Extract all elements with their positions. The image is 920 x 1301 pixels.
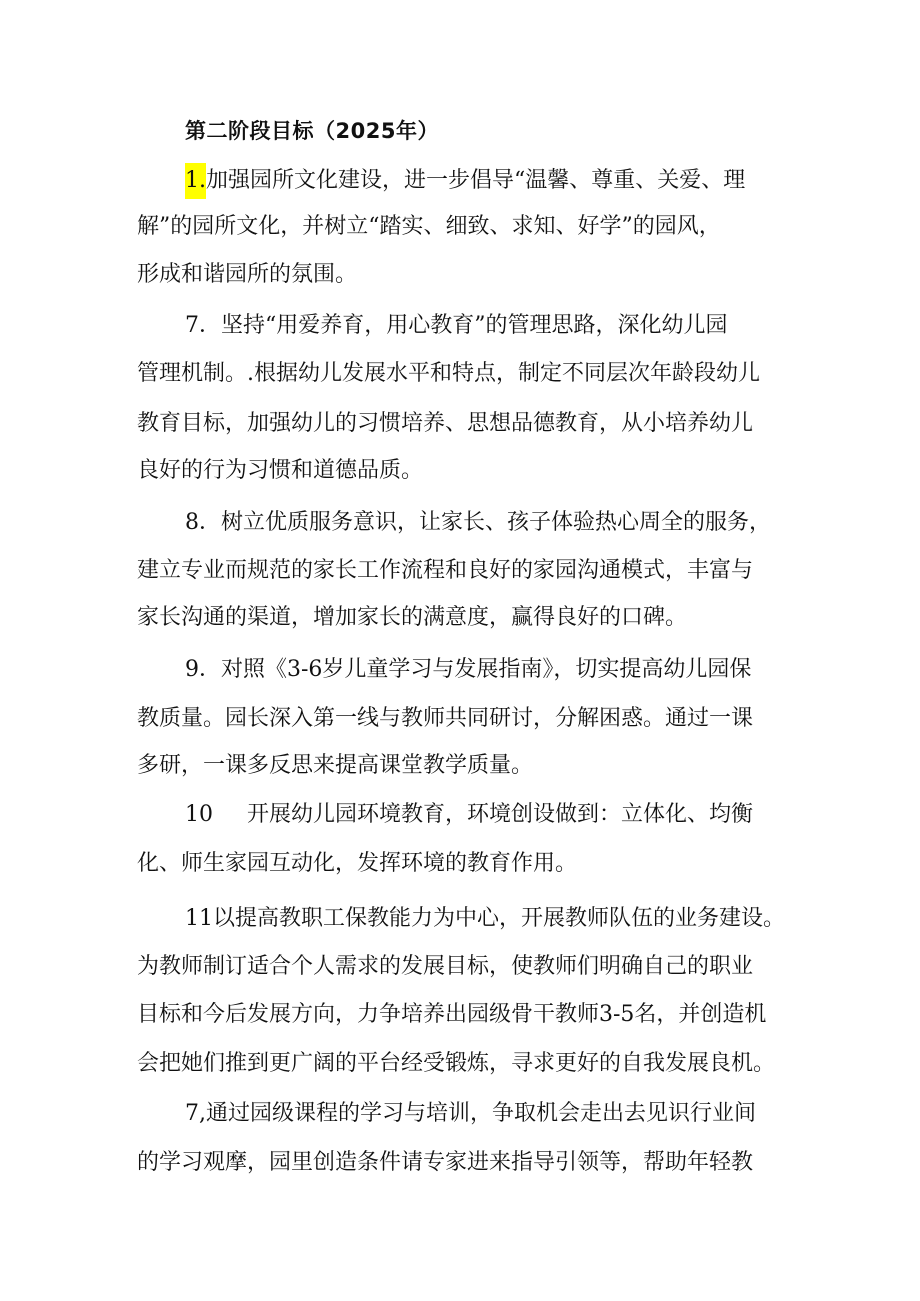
paragraph-2-line-4: 良好的行为习惯和道德品质。 — [137, 458, 424, 483]
paragraph-2-line-3: 教育目标，加强幼儿的习惯培养、思想品德教育，从小培养幼儿 — [137, 411, 754, 436]
paragraph-6-line-2: 为教师制订适合个人需求的发展目标，使教师们明确自己的职业 — [137, 954, 754, 979]
paragraph-7-line-1: 7,通过园级课程的学习与培训，争取机会走出去见识行业间 — [185, 1101, 756, 1126]
paragraph-1-text: 加强园所文化建设，进一步倡导“温馨、尊重、关爱、理 — [206, 168, 746, 193]
paragraph-7-line-2: 的学习观摩，园里创造条件请专家进来指导引领等，帮助年轻教 — [137, 1150, 754, 1175]
paragraph-3-line-2: 建立专业而规范的家长工作流程和良好的家园沟通模式，丰富与 — [137, 558, 754, 583]
highlighted-marker: 1. — [185, 163, 206, 199]
paragraph-6-line-1: 11以提高教职工保教能力为中心，开展教师队伍的业务建设。 — [185, 906, 785, 931]
paragraph-5-number: 10 — [185, 802, 213, 827]
paragraph-1-line-2: 解”的园所文化，并树立“踏实、细致、求知、好学”的园风， — [137, 214, 721, 239]
paragraph-3-line-3: 家长沟通的渠道，增加家长的满意度，赢得良好的口碑。 — [137, 605, 688, 630]
paragraph-4-line-1: 9．对照《3-6岁儿童学习与发展指南》，切实提高幼儿园保 — [185, 657, 752, 682]
paragraph-4-line-3: 多研，一课多反思来提高课堂教学质量。 — [137, 753, 534, 778]
paragraph-5-line-1: 开展幼儿园环境教育，环境创设做到：立体化、均衡 — [247, 802, 754, 827]
paragraph-6-line-4: 会把她们推到更广阔的平台经受锻炼，寻求更好的自我发展良机。 — [137, 1051, 776, 1076]
paragraph-1-line-3: 形成和谐园所的氛围。 — [137, 262, 358, 287]
paragraph-2-line-2: 管理机制。.根据幼儿发展水平和特点，制定不同层次年龄段幼儿 — [137, 361, 760, 386]
paragraph-3-line-1: 8．树立优质服务意识，让家长、孩子体验热心周全的服务， — [185, 510, 771, 535]
paragraph-1-line-1 — [185, 163, 745, 199]
paragraph-5-line-2: 化、师生家园互动化，发挥环境的教育作用。 — [137, 851, 578, 876]
page-title: 第二阶段目标（2025年） — [185, 119, 439, 143]
paragraph-4-line-2: 教质量。园长深入第一线与教师共同研讨，分解困惑。通过一课 — [137, 706, 754, 731]
paragraph-6-line-3: 目标和今后发展方向，力争培养出园级骨干教师3-5名，并创造机 — [137, 1002, 767, 1027]
paragraph-2-line-1: 7．坚持“用爱养育，用心教育”的管理思路，深化幼儿园 — [185, 313, 728, 338]
